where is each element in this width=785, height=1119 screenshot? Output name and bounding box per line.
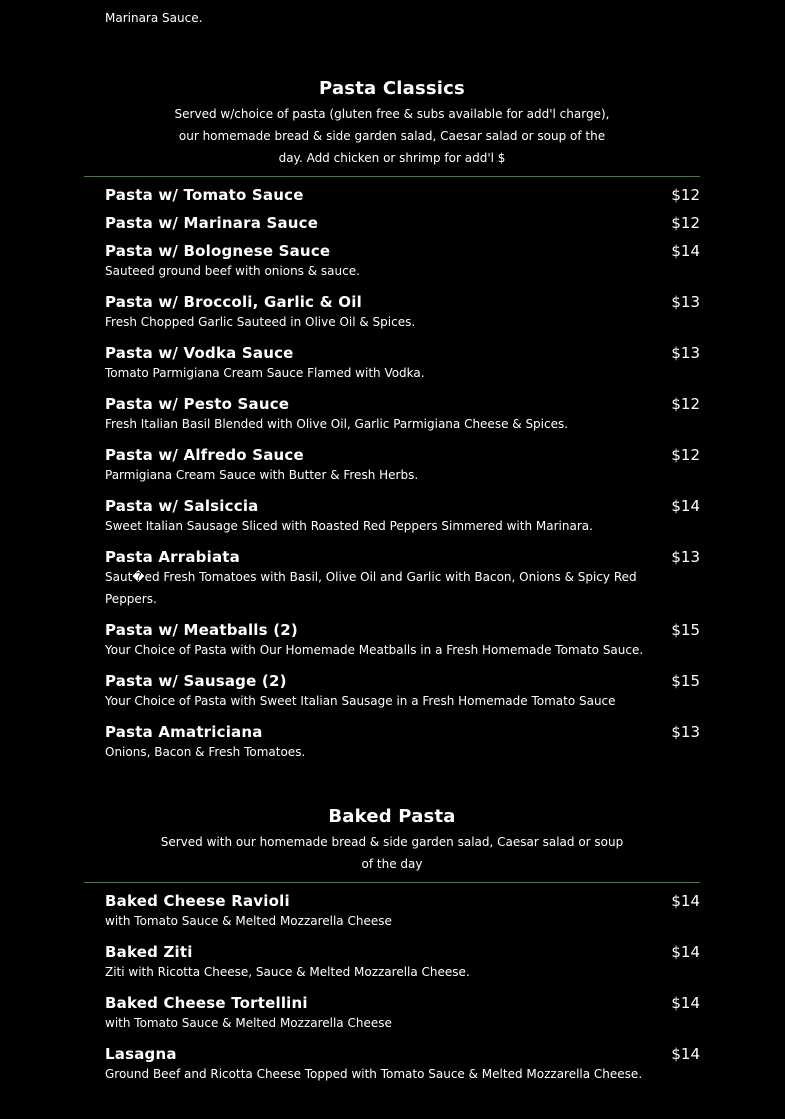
item-name: Baked Ziti xyxy=(105,943,193,961)
item-name: Pasta w/ Tomato Sauce xyxy=(105,186,304,204)
item-description: Tomato Parmigiana Cream Sauce Flamed with Vodka. xyxy=(105,366,425,380)
item-name: Pasta Arrabiata xyxy=(105,548,240,566)
section-divider xyxy=(84,882,700,883)
item-price: $13 xyxy=(671,293,700,311)
item-price: $14 xyxy=(671,497,700,515)
previous-item-desc-line: Marinara Sauce. xyxy=(105,11,203,25)
section-title: Baked Pasta xyxy=(328,806,456,827)
menu-item xyxy=(105,339,700,384)
item-name: Pasta w/ Marinara Sauce xyxy=(105,214,319,232)
item-name: Baked Cheese Ravioli xyxy=(105,892,290,910)
item-price: $15 xyxy=(671,621,700,639)
section-baked-pasta xyxy=(84,806,700,1091)
menu-item xyxy=(105,616,700,661)
item-description: Fresh Chopped Garlic Sauteed in Olive Oil & Spices. xyxy=(105,315,416,329)
item-name: Baked Cheese Tortellini xyxy=(105,994,308,1012)
item-description: Ziti with Ricotta Cheese, Sauce & Melted Mozzarella Cheese. xyxy=(105,965,470,979)
menu-item xyxy=(105,543,700,610)
menu-items-list xyxy=(84,887,700,1085)
menu-item xyxy=(105,1040,700,1085)
menu-item xyxy=(105,492,700,537)
item-price: $12 xyxy=(671,186,700,204)
item-name: Lasagna xyxy=(105,1045,177,1063)
menu-item xyxy=(105,667,700,712)
item-price: $14 xyxy=(671,943,700,961)
item-description: with Tomato Sauce & Melted Mozzarella Cheese xyxy=(105,914,392,928)
item-name: Pasta w/ Vodka Sauce xyxy=(105,344,294,362)
item-description: Sweet Italian Sausage Sliced with Roasted Red Peppers Simmered with Marinara. xyxy=(105,519,593,533)
item-price: $12 xyxy=(671,446,700,464)
menu-item xyxy=(105,237,700,282)
menu-item xyxy=(105,989,700,1034)
item-name: Pasta Amatriciana xyxy=(105,723,263,741)
item-name: Pasta w/ Bolognese Sauce xyxy=(105,242,331,260)
menu-item xyxy=(105,181,700,209)
item-description: Parmigiana Cream Sauce with Butter & Fresh Herbs. xyxy=(105,468,419,482)
item-description: Saut�ed Fresh Tomatoes with Basil, Olive Oil and Garlic with Bacon, Onions & Spicy Red Peppers. xyxy=(105,570,637,606)
item-description: Sauteed ground beef with onions & sauce. xyxy=(105,264,360,278)
item-description: with Tomato Sauce & Melted Mozzarella Cheese xyxy=(105,1016,392,1030)
item-price: $14 xyxy=(671,242,700,260)
item-name: Pasta w/ Alfredo Sauce xyxy=(105,446,304,464)
menu-item xyxy=(105,718,700,763)
menu-items-list xyxy=(84,181,700,763)
menu-item xyxy=(105,938,700,983)
item-name: Pasta w/ Broccoli, Garlic & Oil xyxy=(105,293,362,311)
section-pasta-classics xyxy=(84,78,700,769)
item-price: $12 xyxy=(671,214,700,232)
item-price: $13 xyxy=(671,548,700,566)
item-name: Pasta w/ Salsiccia xyxy=(105,497,259,515)
item-price: $14 xyxy=(671,1045,700,1063)
item-name: Pasta w/ Pesto Sauce xyxy=(105,395,290,413)
menu-item xyxy=(105,887,700,932)
item-name: Pasta w/ Meatballs (2) xyxy=(105,621,298,639)
menu-item xyxy=(105,288,700,333)
section-description: Served w/choice of pasta (gluten free & subs available for add'l charge), our homemade bread & side garden salad, Caesar salad or soup of the day. Add chicken or shrimp for add'l $ xyxy=(174,107,610,165)
section-description: Served with our homemade bread & side garden salad, Caesar salad or soup of the day xyxy=(160,835,624,871)
menu-item xyxy=(105,209,700,237)
item-price: $12 xyxy=(671,395,700,413)
menu-item xyxy=(105,390,700,435)
item-description: Onions, Bacon & Fresh Tomatoes. xyxy=(105,745,306,759)
item-price: $15 xyxy=(671,672,700,690)
item-name: Pasta w/ Sausage (2) xyxy=(105,672,287,690)
item-description: Ground Beef and Ricotta Cheese Topped with Tomato Sauce & Melted Mozzarella Cheese. xyxy=(105,1067,643,1081)
item-price: $13 xyxy=(671,344,700,362)
menu-item xyxy=(105,441,700,486)
item-description: Fresh Italian Basil Blended with Olive Oil, Garlic Parmigiana Cheese & Spices. xyxy=(105,417,569,431)
item-description: Your Choice of Pasta with Our Homemade Meatballs in a Fresh Homemade Tomato Sauce. xyxy=(105,643,644,657)
item-price: $13 xyxy=(671,723,700,741)
section-divider xyxy=(84,176,700,177)
item-description: Your Choice of Pasta with Sweet Italian Sausage in a Fresh Homemade Tomato Sauce xyxy=(105,694,616,708)
item-price: $14 xyxy=(671,994,700,1012)
previous-item-desc-tail xyxy=(105,0,665,32)
section-title: Pasta Classics xyxy=(319,78,465,99)
item-price: $14 xyxy=(671,892,700,910)
